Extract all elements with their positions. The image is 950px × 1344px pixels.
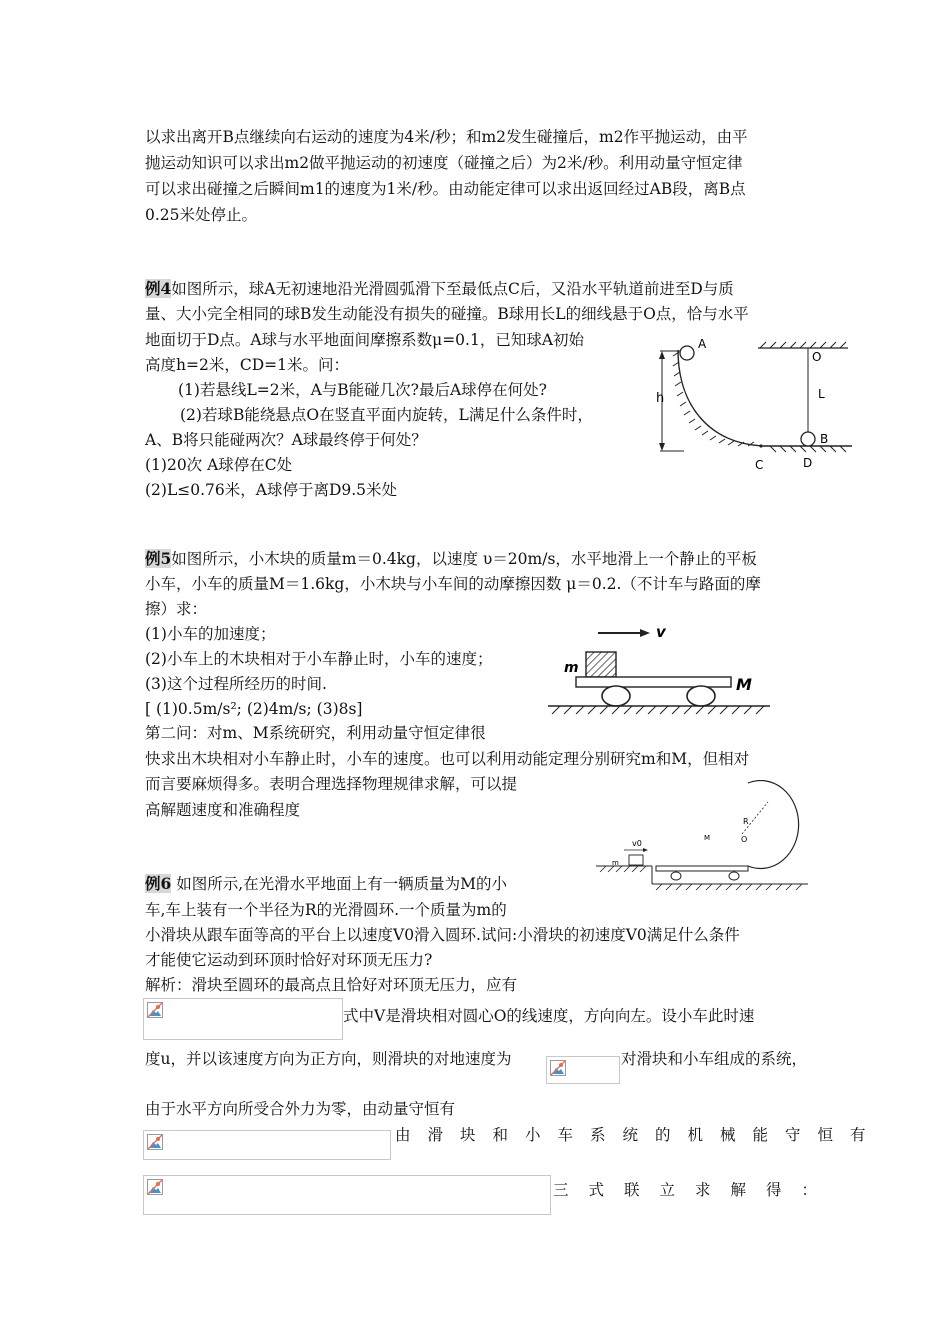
ex5-analysis-2: 快求出木块相对小车静止时，小车的速度。也可以利用动能定理分别研究m和M，但相对 [145, 750, 750, 768]
broken-image-icon [550, 1060, 566, 1076]
ex5-line-2: 小车，小车的质量M＝1.6kg，小木块与小车间的动摩擦因数 μ＝0.2.（不计车与路面的摩 [145, 575, 761, 593]
formula-image-4 [143, 1175, 551, 1215]
formula-image-1 [143, 998, 343, 1040]
label-O: O [741, 835, 748, 844]
ex4-answer-2: (2)L≤0.76米，A球停于离D9.5米处 [145, 481, 398, 499]
ex5-answer: [ (1)0.5m/s²; (2)4m/s; (3)8s] [145, 700, 363, 718]
ex6-solution-7: 三式联立求解得： [553, 1181, 838, 1199]
ex6-solution-2: 式中V是滑块相对圆心O的线速度，方向向左。设小车此时速 [343, 1007, 755, 1025]
ex6-line-2: 车,车上装有一个半径为R的光滑圆环.一个质量为m的 [145, 901, 507, 919]
label-D: D [803, 456, 813, 470]
ex6-line-1 [145, 874, 507, 894]
broken-image-icon [147, 1134, 163, 1150]
ex5-q1: (1)小车的加速度； [145, 625, 276, 643]
label-m: m [564, 660, 579, 676]
formula-image-2 [546, 1056, 620, 1084]
ex4-line-4: 高度h=2米，CD=1米。问： [145, 356, 349, 374]
label-A: A [698, 337, 707, 351]
cart-board [576, 677, 731, 687]
intro-line-2: 抛运动知识可以求出m2做平抛运动的初速度（碰撞之后）为2米/秒。利用动量守恒定律 [145, 154, 743, 172]
ex5-line-1 [145, 549, 757, 569]
ex5-tag: 例5 [145, 549, 172, 568]
ex4-question-2-cont: A、B将只能碰两次？A球最终停于何处？ [145, 431, 427, 449]
ex4-question-2: (2)若球B能绕悬点O在竖直平面内旋转，L满足什么条件时， [180, 406, 593, 424]
ex5-q2: (2)小车上的木块相对于小车静止时，小车的速度； [145, 650, 493, 668]
label-B: B [820, 432, 829, 446]
label-M: M [704, 834, 711, 842]
label-C: C [755, 458, 764, 472]
label-O: O [812, 350, 822, 364]
ex5-analysis-4: 高解题速度和准确程度 [145, 801, 301, 819]
ex6-solution-6: 由滑块和小车系统的机械能守恒有 [395, 1126, 883, 1144]
label-m: m [612, 859, 619, 867]
ex4-answer-1: (1)20次 A球停在C处 [145, 456, 293, 474]
ex6-figure [596, 780, 810, 892]
intro-line-4: 0.25米处停止。 [145, 206, 258, 224]
broken-image-icon [147, 1179, 163, 1195]
ex5-text-1: 如图所示，小木块的质量m＝0.4kg，以速度 υ＝20m/s，水平地滑上一个静止的平板 [171, 550, 757, 568]
ball-a [680, 346, 694, 360]
ball-b [801, 432, 815, 446]
block-m [586, 652, 616, 677]
label-h: h [656, 391, 665, 406]
ex5-analysis-3: 而言要麻烦得多。表明合理选择物理规律求解，可以提 [145, 775, 518, 793]
ex6-line-4: 才能使它运动到环顶时恰好对环顶无压力? [145, 951, 433, 969]
formula-image-3 [143, 1130, 391, 1160]
ex4-question-1: (1)若悬线L=2米，A与B能碰几次?最后A球停在何处? [178, 381, 547, 399]
label-M: M [736, 675, 752, 694]
label-R: R [743, 817, 749, 826]
ex5-line-3: 擦）求： [145, 600, 208, 618]
intro-line-3: 可以求出碰撞之后瞬间m1的速度为1米/秒。由动能定律可以求出返回经过AB段，离B点 [145, 180, 746, 198]
ex5-q3: (3)这个过程所经历的时间. [145, 675, 327, 693]
label-v0: v0 [632, 839, 642, 848]
ex6-solution-1: 解析：滑块至圆环的最高点且恰好对环顶无压力，应有 [145, 976, 518, 994]
ex6-solution-5: 由于水平方向所受合外力为零，由动量守恒有 [145, 1100, 456, 1118]
ex6-tag: 例6 [145, 874, 172, 893]
ex4-line-1 [145, 279, 734, 299]
ex6-line-3: 小滑块从跟车面等高的平台上以速度V0滑入圆环.试问:小滑块的初速度V0满足什么条件 [145, 926, 740, 944]
ex5-figure [546, 622, 772, 720]
label-L: L [818, 387, 825, 401]
intro-line-1: 以求出离开B点继续向右运动的速度为4米/秒；和m2发生碰撞后，m2作平抛运动，由平 [145, 128, 748, 146]
ex4-line-3: 地面切于D点。A球与水平地面间摩擦系数μ=0.1，已知球A初始 [145, 331, 585, 349]
ex6-text-1: 如图所示,在光滑水平地面上有一辆质量为M的小 [171, 875, 508, 893]
ex5-analysis-1: 第二问：对m、M系统研究，利用动量守恒定律很 [145, 724, 486, 742]
ex6-solution-3: 度u，并以该速度方向为正方向，则滑块的对地速度为 [145, 1050, 512, 1068]
ex4-text-1: 如图所示，球A无初速地沿光滑圆弧滑下至最低点C后，又沿水平轨道前进至D与质 [171, 280, 734, 298]
broken-image-icon [147, 1002, 163, 1018]
ex4-figure [640, 336, 852, 476]
ex6-solution-4: 对滑块和小车组成的系统， [621, 1050, 808, 1068]
ex4-line-2: 量、大小完全相同的球B发生动能没有损失的碰撞。B球用长L的细线悬于O点，恰与水平 [145, 305, 749, 323]
ex4-tag: 例4 [145, 279, 172, 298]
label-v: v [656, 623, 666, 641]
